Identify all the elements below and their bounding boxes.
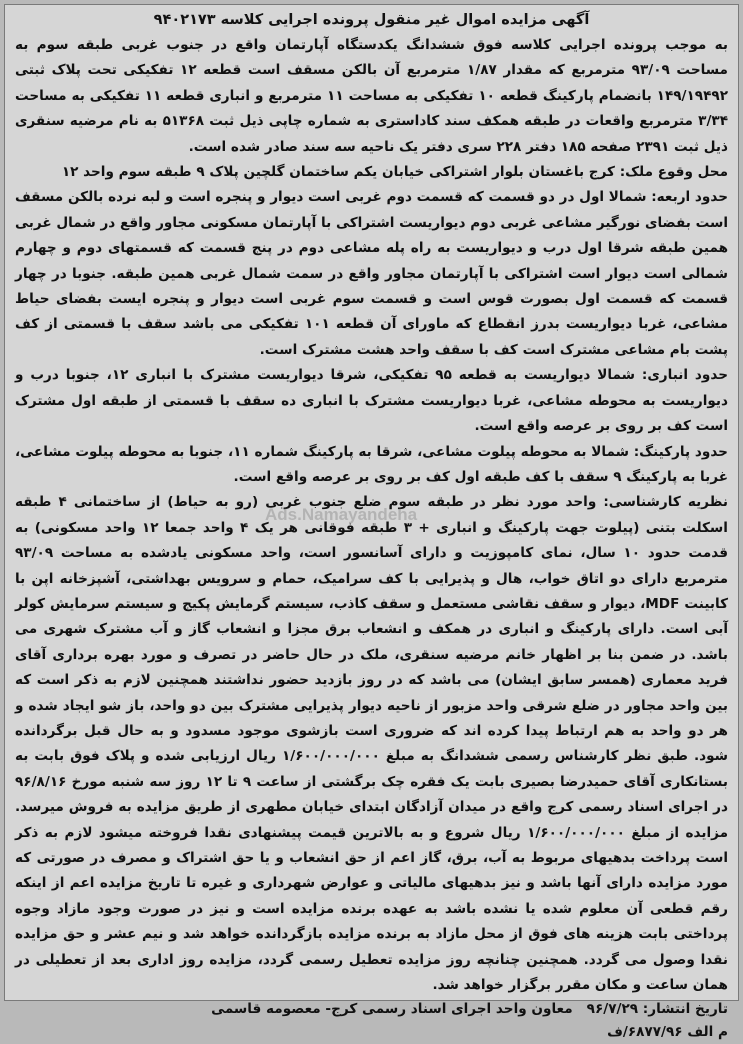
footer-publish-line (15, 998, 728, 1021)
reference-code: م الف ۶۸۷۷/۹۶/ف (607, 1024, 728, 1041)
paragraph-location: محل وقوع ملک: کرج باغستان بلوار اشتراکی خیابان یکم ساختمان گلچین پلاک ۹ طبقه سوم واحد ۱۲ (61, 164, 728, 181)
signature-line: معاون واحد اجرای اسناد رسمی کرج- معصومه قاسمی (211, 1001, 573, 1018)
notice-body (15, 33, 728, 998)
paragraph-intro: به موجب پرونده اجرایی کلاسه فوق ششدانگ یکدستگاه آپارتمان واقع در جنوب غربی طبقه سوم به مساحت ۹۳/۰۹ مترمربع که مقدار ۱/۸۷ مترمربع آن بالکن مسقف است قطعه ۱۲ تفکیکی تحت پلاک ثبتی ۱۴۹/۱۹۴۹۲ بانضمام پارکینگ قطعه ۱۰ تفکیکی به مساحت ۱۱ مترمربع و انباری قطعه ۱۱ تفکیکی به مساحت ۳/۳۴ مترمربع واقعات در طبقه همکف سند کاداستری به شماره چاپی ذیل ثبت ۵۱۳۶۸ به نام مرضیه سنقری ذیل ثبت ۲۳۹۱ صفحه ۱۸۵ دفتر ۲۲۸ سری دفتر یک ناحیه سه سند صادر شده است. (15, 37, 728, 155)
auction-notice (4, 4, 739, 1041)
notice-title: آگهی مزایده اموال غیر منقول پرونده اجرایی کلاسه ۹۴۰۲۱۷۳ (153, 12, 590, 28)
paragraph-parking-boundaries: حدود پارکینگ: شمالا به محوطه پیلوت مشاعی، شرقا به پارکینگ شماره ۱۱، جنوبا به محوطه پیلوت مشاعی، غربا به پارکینگ ۹ سقف با کف طبقه اول کف بر روی بر عرصه واقع است. (15, 443, 728, 485)
paragraph-storage-boundaries: حدود انباری: شمالا دیواریست به قطعه ۹۵ تفکیکی، شرقا دیواریست مشترک با انباری ۱۲، جنوبا درب و دیواریست به محوطه مشاعی، غربا دیواریست مشترک با انباری ده سقف با قسمتی از طبقه اول مشترک است کف بر روی بر عرصه واقع است. (15, 367, 729, 435)
paragraph-expert-opinion: نظریه کارشناسی: واحد مورد نظر در طبقه سوم ضلع جنوب غربی (رو به حیاط) از ساختمانی ۴ طبقه اسکلت بتنی (پیلوت جهت پارکینگ و انباری + ۳ طبقه فوقانی هر یک ۴ واحد جمعا ۱۲ واحد مسکونی) به قدمت حدود ۱۰ سال، نمای کامپوزیت و دارای آسانسور است، واحد مسکونی یادشده به مساحت ۹۳/۰۹ مترمربع دارای دو اتاق خواب، هال و پذیرایی با کف سرامیک، حمام و سرویس بهداشتی، آشپزخانه اپن با کابینت MDF، دیوار و سقف نقاشی مستعمل و سقف کاذب، سیستم گرمایش پکیج و سیستم سرمایش کولر آبی است. دارای پارکینگ و انباری در همکف و انشعاب برق مجزا و انشعاب گاز و آب مشترک شهری می باشد. در ضمن بنا بر اظهار خانم مرضیه سنقری، ملک در حال حاضر در تصرف و مورد بهره برداری آقای فرید معماری (همسر سابق ایشان) می باشد که در روز بازدید حضور نداشتند همچنین لازم به ذکر است که بین واحد مجاور در ضلع شرقی واحد مزبور از ناحیه دیوار پذیرایی مشترک بین دو واحد، باز شو ایجاد شده و هر دو واحد به هم ارتباط پیدا کرده اند که ضروری است بازشوی موجود مسدود و به حال قبل برگردانده شود. طبق نظر کارشناس رسمی ششدانگ به مبلغ ۱/۶۰۰/۰۰۰/۰۰۰ ریال ارزیابی شده و پلاک فوق بابت به بستانکاری آقای حمیدرضا بصیری بابت یک فقره چک برگشتی از ساعت ۹ تا ۱۲ روز سه شنبه مورخ ۹۶/۸/۱۶ در اجرای اسناد رسمی کرج واقع در میدان آزادگان ابتدای خیابان مطهری از طریق مزایده به فروش میرسد. مزایده از مبلغ ۱/۶۰۰/۰۰۰/۰۰۰ ریال شروع و به بالاترین قیمت پیشنهادی نقدا فروخته میشود لازم به ذکر است پرداخت بدهیهای مربوط به آب، برق، گاز اعم از حق انشعاب و یا حق اشتراک و مصرف در صورتی که مورد مزایده دارای آنها باشد و نیز بدهیهای مالیاتی و عوارض شهرداری و غیره تا تاریخ مزایده اعم از اینکه رقم قطعی آن معلوم شده یا نشده باشد به عهده برنده مزایده است و نیز در صورت وجود مازاد وجوه پرداختی بابت هزینه های فوق از محل مازاد به برنده مزایده بازگردانده خواهد شد و نیم عشر و حق مزایده نقدا وصول می گردد. همچنین چنانچه روز مزایده تعطیل رسمی گردد، مزایده روز اداری بعد از تعطیلی در همان ساعت و مکان مقرر برگزار خواهد شد. (15, 494, 728, 994)
publish-date: تاریخ انتشار: ۹۶/۷/۲۹ (586, 1001, 728, 1018)
watermark-logo: Ads.Namayandeha (265, 505, 418, 524)
paragraph-boundaries: حدود اربعه: شمالا اول در دو قسمت که قسمت دوم غربی است دیوار و پنجره است و لبه نرده بالکن مسقف است بفضای نورگیر مشاعی غربی دوم دیواریست اشتراکی با آپارتمان مسکونی مجاور واقع در شمال غربی همین طبقه شرقا اول درب و دیواریست به راه پله مشاعی دوم در پنج قسمت که قسمتهای دوم و چهارم شمالی است دیوار است اشتراکی با آپارتمان مجاور واقع در سمت شمال غربی همین طبقه. جنوبا در چهار قسمت که قسمت اول بصورت قوس است و قسمت سوم غربی است دیوار و پنجره ایست بفضای حیاط مشاعی، غربا دیواریست بدرز انقطاع که ماورای آن قطعه ۱۰۱ تفکیکی می باشد سقف با قسمتی از کف پشت بام مشاعی مشترک است کف با سقف واحد هشت مشترک است. (14, 189, 728, 358)
notice-footer (15, 998, 728, 1044)
